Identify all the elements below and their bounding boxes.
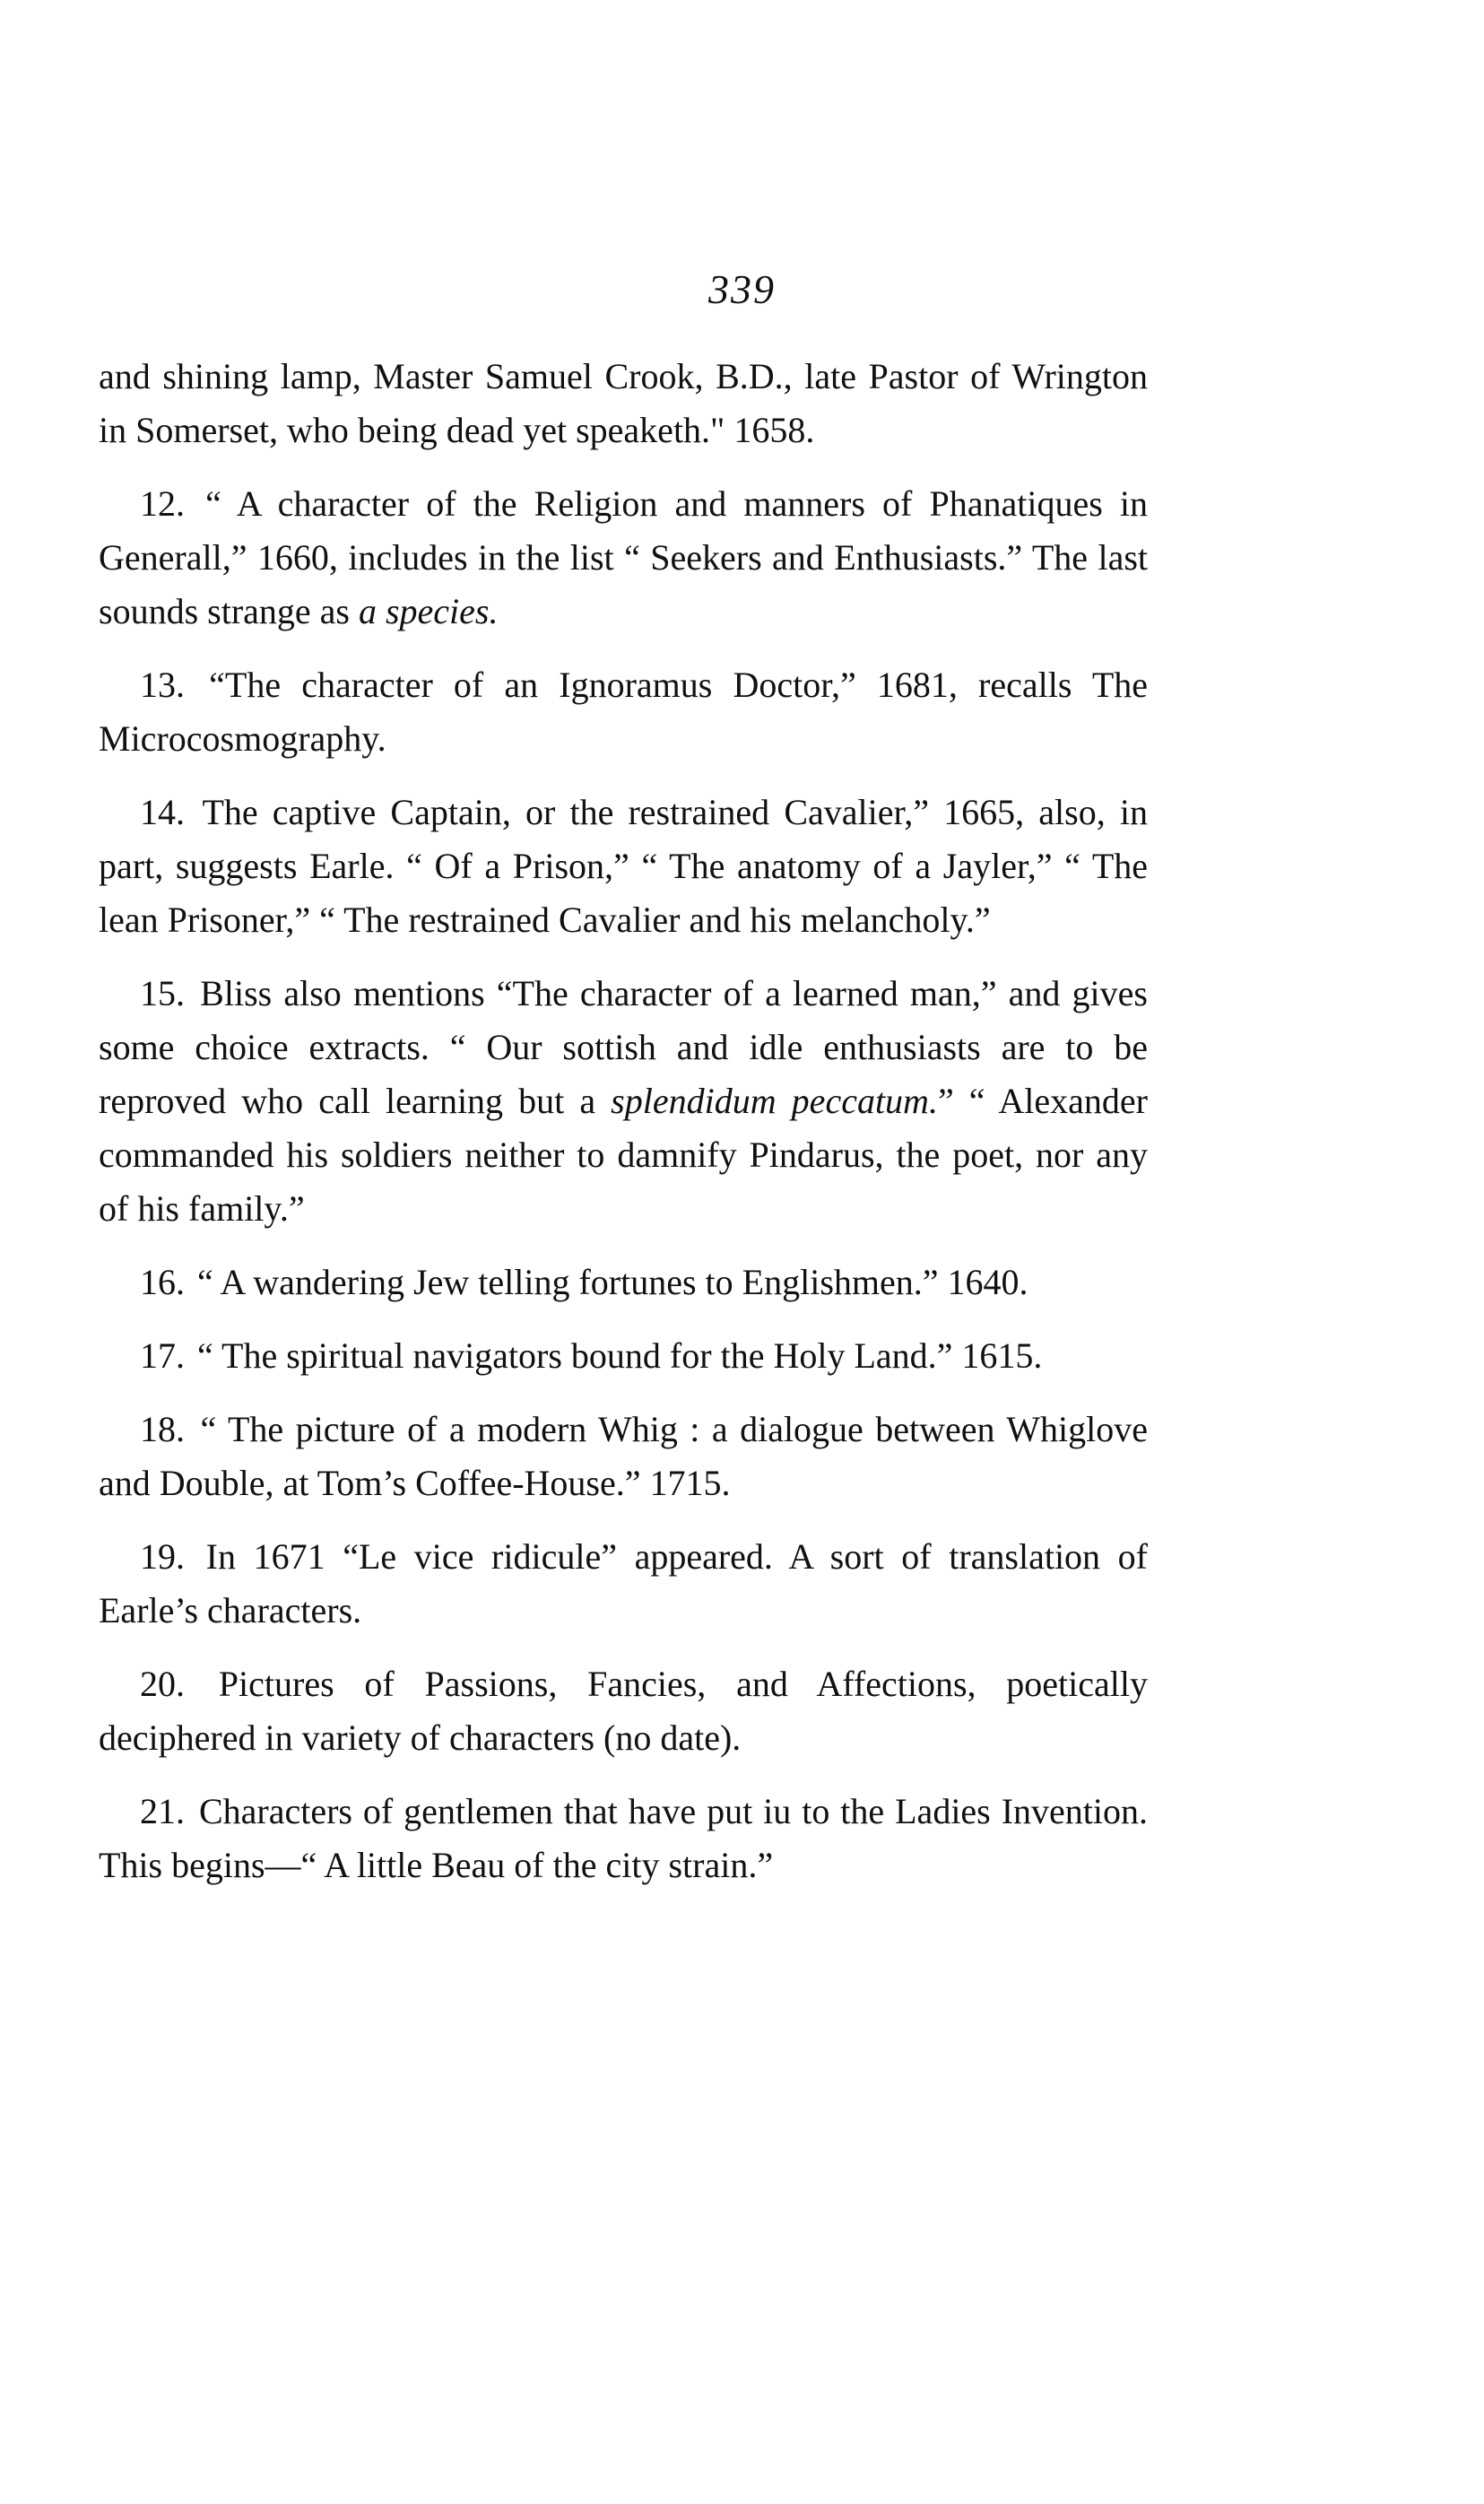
paragraph-entry-17 <box>99 1329 1148 1383</box>
paragraph-entry-18 <box>99 1403 1148 1510</box>
paragraph-text: “ A wandering Jew telling fortunes to Englishmen.” 1640. <box>197 1262 1028 1302</box>
paragraph-entry-21 <box>99 1785 1148 1892</box>
italic-phrase: a species. <box>358 591 499 631</box>
page-number: 339 <box>708 266 776 312</box>
paragraph-text: Characters of gentlemen that have put iu to the Ladies Invention. This begins—“ A little Beau of the city strain.” <box>99 1791 1148 1885</box>
entry-number: 14. <box>140 792 185 832</box>
entry-number: 20. <box>140 1664 185 1704</box>
entry-number: 21. <box>140 1791 185 1831</box>
paragraph-entry-12 <box>99 477 1148 639</box>
paragraph-text: “ A character of the Religion and manners of Phanatiques in Generall,” 1660, includes in the list “ Seekers and Enthusiasts.” The last sounds strange as <box>99 483 1148 631</box>
paragraph-text-after: ” “ Alexander commanded his soldiers neither to damnify Pindarus, the poet, nor any of his family.” <box>99 1081 1148 1229</box>
paragraph-continuation <box>99 350 1148 457</box>
page-body <box>99 350 1148 1912</box>
entry-number: 18. <box>140 1409 185 1449</box>
italic-phrase: splendidum peccatum. <box>611 1081 938 1121</box>
paragraph-entry-16 <box>99 1256 1148 1309</box>
paragraph-text: “ The picture of a modern Whig : a dialogue between Whiglove and Double, at Tom’s Coffee-House.” 1715. <box>99 1409 1148 1503</box>
paragraph-entry-20 <box>99 1657 1148 1765</box>
entry-number: 13. <box>140 665 185 705</box>
entry-number: 12. <box>140 483 185 524</box>
entry-number: 16. <box>140 1262 185 1302</box>
paragraph-text: In 1671 “Le vice ridicule” appeared. A sort of translation of Earle’s characters. <box>99 1536 1149 1630</box>
paragraph-text: and shining lamp, Master Samuel Crook, B.D., late Pastor of Wrington in Somerset, who being dead yet speaketh." 1658. <box>99 356 1148 450</box>
paragraph-text: “The character of an Ignoramus Doctor,” 1681, recalls The Microcosmography. <box>99 665 1149 759</box>
paragraph-text: Pictures of Passions, Fancies, and Affections, poetically deciphered in variety of characters (no date). <box>99 1664 1148 1758</box>
paragraph-text: Bliss also mentions “The character of a learned man,” and gives some choice extracts. “ Our sottish and idle enthusiasts are to be reproved who call learning but a <box>99 973 1148 1121</box>
paragraph-entry-15 <box>99 967 1148 1236</box>
paragraph-text: “ The spiritual navigators bound for the Holy Land.” 1615. <box>197 1335 1043 1376</box>
entry-number: 15. <box>140 973 185 1013</box>
paragraph-entry-14 <box>99 786 1148 947</box>
entry-number: 19. <box>140 1536 185 1577</box>
paragraph-entry-19 <box>99 1530 1148 1638</box>
entry-number: 17. <box>140 1335 185 1376</box>
paragraph-text: The captive Captain, or the restrained Cavalier,” 1665, also, in part, suggests Earle. “ Of a Prison,” “ The anatomy of a Jayler,” “ The lean Prisoner,” “ The restrained Cavalier and his melancholy.” <box>99 792 1148 940</box>
paragraph-entry-13 <box>99 658 1148 766</box>
